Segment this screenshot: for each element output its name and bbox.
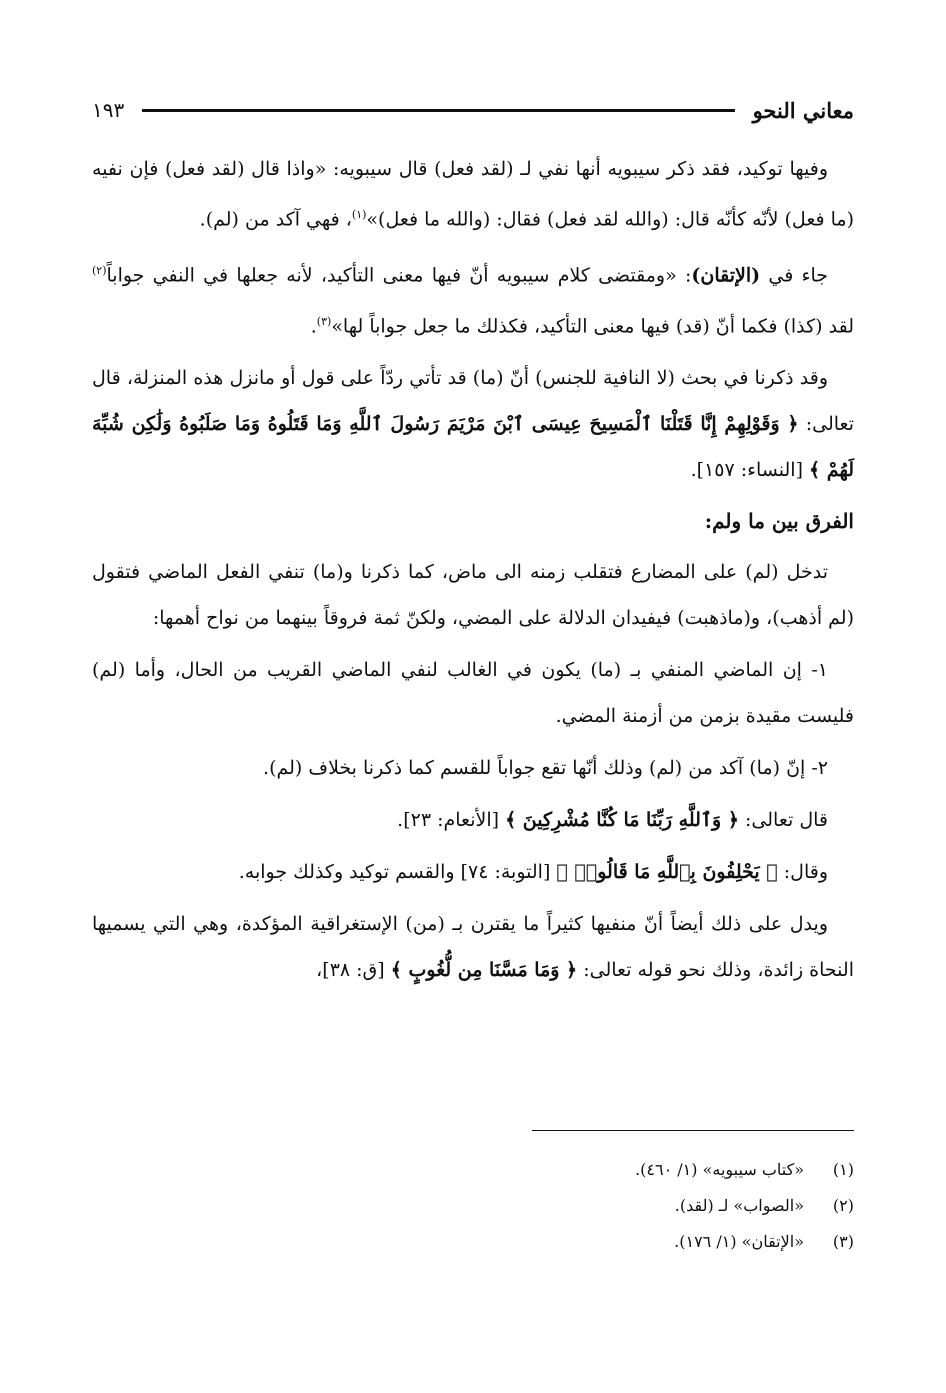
paragraph — [92, 849, 854, 895]
footnote-divider — [532, 1130, 854, 1131]
verse-citation: [النساء: ١٥٧]. — [690, 458, 810, 481]
book-title: معاني النحو — [752, 97, 854, 123]
footnote-number: (٢) — [832, 1196, 854, 1215]
paragraph — [92, 901, 854, 993]
paragraph-text: ، فهي آكد من (لم). — [199, 208, 352, 231]
footnote-text: «الصواب» لـ (لقد). — [674, 1196, 804, 1215]
verse-citation: [ق: ٣٨]، — [316, 958, 391, 981]
quran-verse: ﴿ وَمَا مَسَّنَا مِن لُّغُوبٍ ﴾ — [390, 958, 578, 981]
footnote-ref: (١) — [351, 208, 367, 221]
quran-verse: ﴿ وَقَوْلِهِمْ إِنَّا قَتَلْنَا ٱلْمَسِيحَ عِيسَى ٱبْنَ مَرْيَمَ رَسُولَ ٱللَّهِ وَمَا قَتَلُوهُ وَمَا صَلَبُوهُ وَلَٰكِن شُبِّهَ لَهُمْ ﴾ — [92, 412, 854, 481]
quran-verse: ﴿ يَحْلِفُونَ بِٱللَّهِ مَا قَالُوا۟ ﴾ — [556, 860, 778, 883]
verse-citation: [الأنعام: ٢٣]. — [397, 808, 506, 831]
verse-citation: [التوبة: ٧٤] والقسم توكيد وكذلك جوابه. — [238, 860, 557, 883]
paragraph-text: . — [310, 314, 317, 337]
list-item: ١- إن الماضي المنفي بـ (ما) يكون في الغالب لنفي الماضي القريب من الحال، وأما (لم) فليست مقيدة بزمن من أزمنة المضي. — [92, 658, 854, 727]
paragraph — [92, 248, 854, 349]
paragraph — [92, 146, 854, 242]
running-header — [92, 92, 854, 128]
paragraph-text: جاء في — [760, 264, 828, 287]
list-item: ٢- إنّ (ما) آكد من (لم) وذلك أنّها تقع جواباً للقسم كما ذكرنا بخلاف (لم). — [263, 756, 828, 779]
footnote-ref: (٢) — [92, 264, 107, 278]
paragraph-text: ويدل على ذلك أيضاً أنّ منفيها كثيراً ما يقترن بـ (من) الإستغراقية المؤكدة، وهي التي يسميها النحاة زائدة، وذلك نحو قوله تعالى: — [92, 912, 854, 981]
paragraph-text: وقال: — [777, 860, 828, 883]
paragraph-text: وفيها توكيد، فقد ذكر سيبويه أنها نفي لـ (لقد فعل) قال سيبويه: «واذا قال (لقد فعل) فإن نفيه (ما فعل) لأنّه كأنّه قال: (والله لقد فعل) فقال: (والله ما فعل)» — [92, 158, 854, 231]
footnote-text: «كتاب سيبويه» (١/ ٤٦٠). — [635, 1160, 804, 1179]
paragraph — [92, 797, 854, 843]
paragraph-text: لقد (كذا) فكما أنّ (قد) فيها معنى التأكيد، فكذلك ما جعل جواباً لها» — [331, 314, 854, 337]
footnote — [92, 1224, 854, 1260]
footnote — [92, 1188, 854, 1224]
main-text — [92, 146, 854, 999]
footnote-text: «الإتقان» (١/ ١٧٦). — [674, 1232, 804, 1251]
footnote-ref: (٣) — [316, 314, 332, 328]
footnote — [92, 1152, 854, 1188]
footnote-number: (٣) — [832, 1232, 854, 1251]
footnotes — [92, 1152, 854, 1260]
paragraph-text: وقد ذكرنا في بحث (لا النافية للجنس) أنّ (ما) قد تأتي ردّاً على قول أو مانزل هذه المنزلة، قال تعالى: — [92, 366, 854, 435]
section-heading: الفرق بين ما ولم: — [704, 508, 854, 533]
footnote-number: (١) — [832, 1160, 854, 1179]
page-number: ١٩٣ — [92, 98, 125, 122]
header-rule — [142, 109, 734, 112]
paragraph: تدخل (لم) على المضارع فتقلب زمنه الى ماض، كما ذكرنا و(ما) تنفي الفعل الماضي فتقول (لم أذهب)، و(ماذهبت) فيفيدان الدلالة على المضي، ولكنّ ثمة فروقاً بينهما من نواح أهمها: — [92, 560, 854, 629]
book-reference: (الإتقان) — [691, 264, 761, 287]
paragraph-text: قال تعالى: — [738, 808, 828, 831]
paragraph — [92, 355, 854, 493]
paragraph-text: : «ومقتضى كلام سيبويه أنّ فيها معنى التأكيد، لأنه جعلها في النفي جواباً — [106, 264, 692, 287]
quran-verse: ﴿ وَٱللَّهِ رَبِّنَا مَا كُنَّا مُشْرِكِينَ ﴾ — [505, 808, 739, 831]
